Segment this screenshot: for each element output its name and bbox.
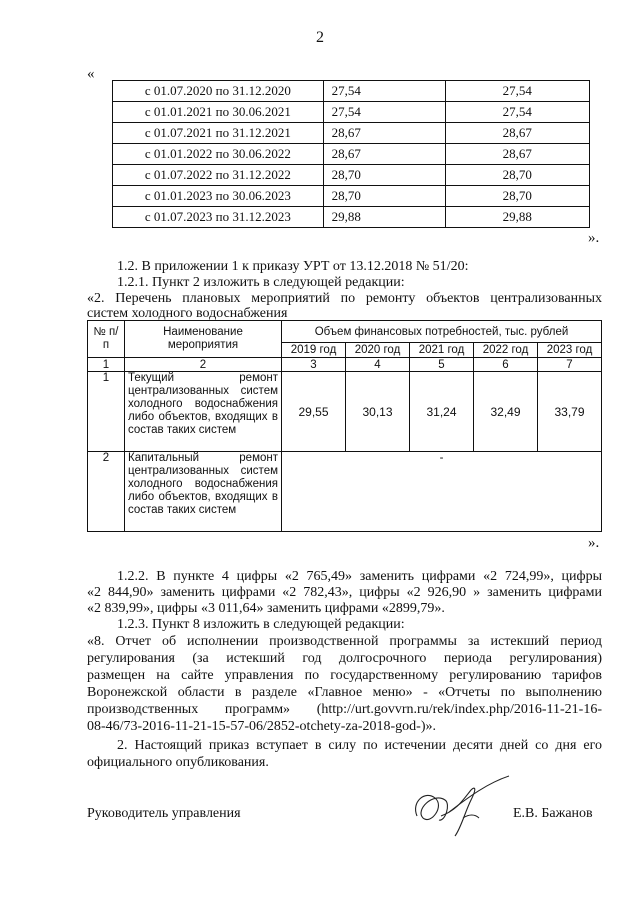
header-year: 2021 год xyxy=(410,343,474,358)
header-year: 2022 год xyxy=(474,343,538,358)
rates-row xyxy=(113,81,590,102)
row-dash: - xyxy=(282,452,602,532)
section-1-2-1: 1.2.1. Пункт 2 изложить в следующей редакции: xyxy=(117,275,405,290)
rates-table xyxy=(112,80,590,228)
col-num: 4 xyxy=(346,358,410,372)
paragraph-line: «2 839,99», цифры «3 011,64» заменить цифрами «2899,79». xyxy=(87,601,445,616)
handwritten-signature xyxy=(405,770,515,845)
rate-value: 28,70 xyxy=(445,186,589,207)
paragraph-line: «2 844,90» заменить цифрами «2 782,43», цифры «2 926,90 » заменить цифрами xyxy=(87,585,602,600)
row-value: 30,13 xyxy=(346,372,410,452)
rate-value: 28,70 xyxy=(323,165,445,186)
header-year: 2023 год xyxy=(538,343,602,358)
paragraph-line: 08-46/73-2016-11-21-15-57-06/2852-otchety-za-2018-god-)». xyxy=(87,719,437,734)
rates-row xyxy=(113,144,590,165)
paragraph-line: размещен на сайте управления по государственному регулированию тарифов xyxy=(87,668,602,683)
rate-period: с 01.01.2023 по 30.06.2023 xyxy=(113,186,324,207)
rate-value: 28,67 xyxy=(323,123,445,144)
rate-period: с 01.01.2021 по 30.06.2021 xyxy=(113,102,324,123)
row-name: Текущий ремонт централизованных систем холодного водоснабжения либо объектов, входящих в состав таких систем xyxy=(125,372,282,452)
rates-row xyxy=(113,207,590,228)
row-value: 32,49 xyxy=(474,372,538,452)
row-name: Капитальный ремонт централизованных систем холодного водоснабжения либо объектов, входящих в состав таких систем xyxy=(125,452,282,532)
rate-value: 27,54 xyxy=(323,81,445,102)
section-1-2: 1.2. В приложении 1 к приказу УРТ от 13.12.2018 № 51/20: xyxy=(117,259,469,274)
row-value: 29,55 xyxy=(282,372,346,452)
closing-quote: ». xyxy=(588,230,600,246)
rate-period: с 01.07.2023 по 31.12.2023 xyxy=(113,207,324,228)
paragraph-line: Воронежской области в разделе «Главное меню» - «Отчеты по выполнению xyxy=(87,685,602,700)
row-value: 31,24 xyxy=(410,372,474,452)
rate-value: 28,67 xyxy=(323,144,445,165)
row-num: 2 xyxy=(88,452,125,532)
row-value: 33,79 xyxy=(538,372,602,452)
rate-value: 28,67 xyxy=(445,144,589,165)
col-num: 5 xyxy=(410,358,474,372)
rate-value: 27,54 xyxy=(445,102,589,123)
header-volume: Объем финансовых потребностей, тыс. рублей xyxy=(282,321,602,343)
paragraph-line: 1.2.2. В пункте 4 цифры «2 765,49» заменить цифрами «2 724,99», цифры xyxy=(117,569,602,584)
rate-period: с 01.07.2020 по 31.12.2020 xyxy=(113,81,324,102)
rates-row xyxy=(113,186,590,207)
paragraph-line: официального опубликования. xyxy=(87,755,269,770)
col-num: 1 xyxy=(88,358,125,372)
rate-period: с 01.07.2021 по 31.12.2021 xyxy=(113,123,324,144)
list-title-line: систем холодного водоснабжения xyxy=(87,306,288,321)
rate-value: 29,88 xyxy=(323,207,445,228)
rates-row xyxy=(113,102,590,123)
rate-period: с 01.07.2022 по 31.12.2022 xyxy=(113,165,324,186)
rate-period: с 01.01.2022 по 30.06.2022 xyxy=(113,144,324,165)
header-num: № п/п xyxy=(88,321,125,358)
col-num: 7 xyxy=(538,358,602,372)
rate-value: 28,67 xyxy=(445,123,589,144)
rate-value: 28,70 xyxy=(323,186,445,207)
paragraph-line: «8. Отчет об исполнении производственной программы за истекший период xyxy=(87,634,602,649)
signature-position: Руководитель управления xyxy=(87,806,241,821)
paragraph-line: 2. Настоящий приказ вступает в силу по истечении десяти дней со дня его xyxy=(117,738,602,753)
closing-quote: ». xyxy=(588,535,600,551)
paragraph-line: 1.2.3. Пункт 8 изложить в следующей редакции: xyxy=(117,617,405,632)
header-name: Наименование мероприятия xyxy=(125,321,282,358)
rates-row xyxy=(113,165,590,186)
paragraph-line: регулирования (за истекший год долгосрочного периода регулирования) xyxy=(87,651,602,666)
paragraph-line: производственных программ» (http://urt.govvrn.ru/rek/index.php/2016-11-21-16- xyxy=(87,702,602,717)
rate-value: 27,54 xyxy=(323,102,445,123)
opening-quote: « xyxy=(87,66,95,82)
plan-table xyxy=(87,320,602,532)
header-year: 2020 год xyxy=(346,343,410,358)
row-num: 1 xyxy=(88,372,125,452)
list-title-line: «2. Перечень плановых мероприятий по ремонту объектов централизованных xyxy=(87,291,602,306)
col-num: 3 xyxy=(282,358,346,372)
signature-name: Е.В. Бажанов xyxy=(513,806,593,821)
col-num: 2 xyxy=(125,358,282,372)
rate-value: 27,54 xyxy=(445,81,589,102)
rate-value: 28,70 xyxy=(445,165,589,186)
header-year: 2019 год xyxy=(282,343,346,358)
rate-value: 29,88 xyxy=(445,207,589,228)
rates-row xyxy=(113,123,590,144)
col-num: 6 xyxy=(474,358,538,372)
page-number: 2 xyxy=(316,29,324,46)
